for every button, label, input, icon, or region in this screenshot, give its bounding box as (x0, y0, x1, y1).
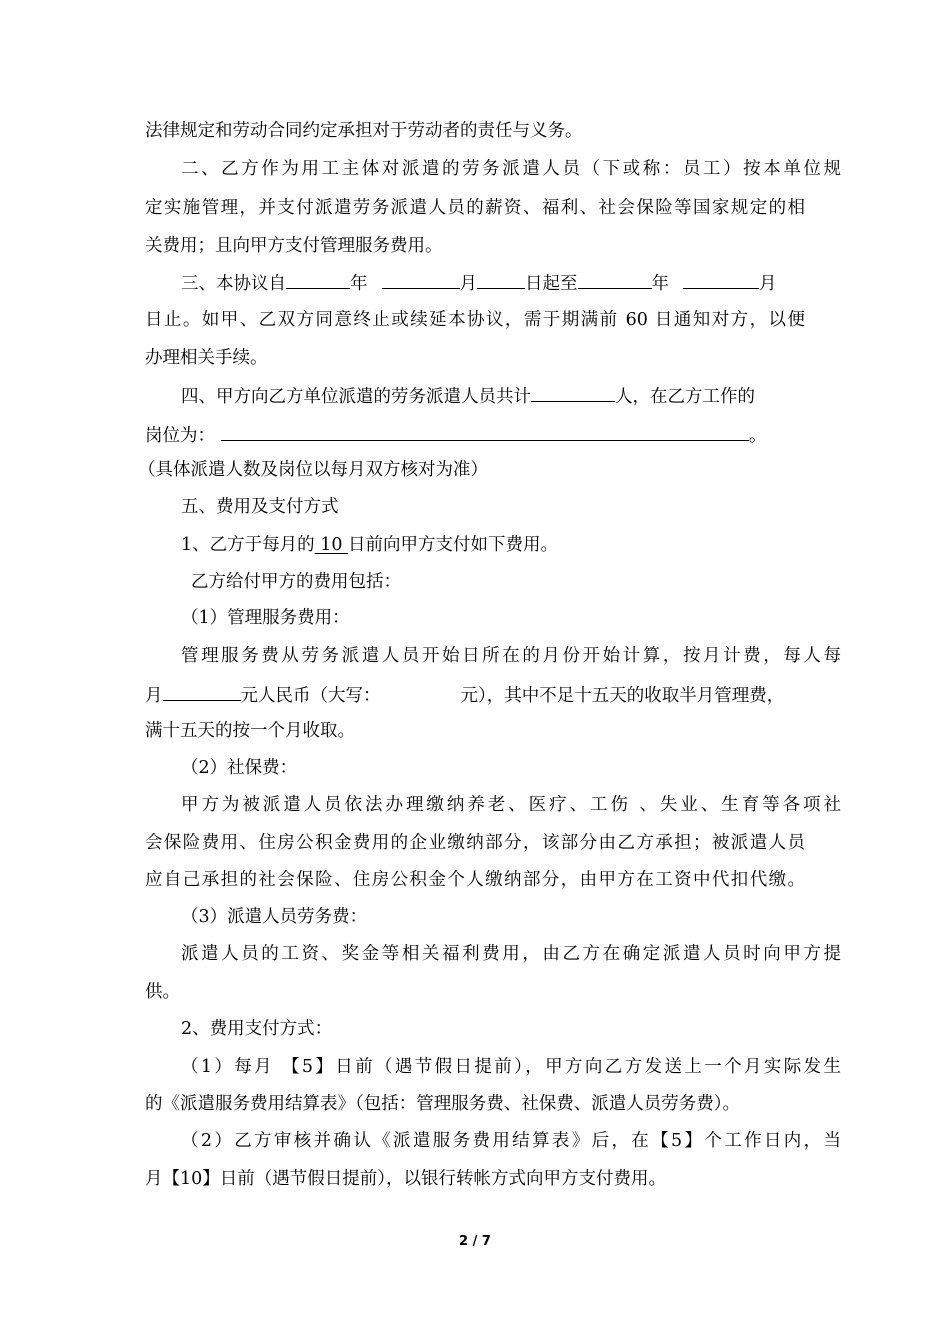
fill-in-blank (477, 270, 525, 289)
paragraph-line: 月【10】日前（遇节假日提前），以银行转帐方式向甲方支付费用。 (145, 1169, 667, 1189)
paragraph-line: 二、乙方作为用工主体对派遣的劳务派遣人员（下或称：员工）按本单位规 (181, 159, 841, 179)
paragraph-line: 法律规定和劳动合同约定承担对于劳动者的责任与义务。 (145, 121, 583, 141)
text-span: 月 (459, 274, 477, 294)
paragraph-line: （1）每月 【5】日前（遇节假日提前），甲方向乙方发送上一个月实际发生 (181, 1057, 841, 1077)
paragraph-line: 管理服务费从劳务派遣人员开始日所在的月份开始计算，按月计费，每人每 (181, 646, 841, 666)
fee-amount-line (145, 682, 805, 706)
fill-in-blank (683, 270, 759, 289)
paragraph-line: 日止。如甲、乙双方同意终止或续延本协议，需于期满前 60 日通知对方，以便 (145, 310, 805, 330)
paragraph-line: 供。 (145, 982, 180, 1002)
text-span: 1、乙方于每月的 (181, 535, 315, 555)
paragraph-line: 办理相关手续。 (145, 348, 268, 368)
fill-in-blank (163, 682, 241, 701)
text-span: 元人民币（大写： (240, 686, 381, 706)
text-span: 日起至 (525, 274, 578, 294)
subsection-title: （3）派遣人员劳务费： (181, 907, 368, 927)
paragraph-line: 的《派遣服务费用结算表》（包括：管理服务费、社保费、派遣人员劳务费）。 (145, 1094, 740, 1114)
text-span: 年 (350, 274, 368, 294)
headcount-line (145, 383, 841, 407)
text-span: 。 (749, 426, 767, 446)
fill-in-blank (382, 270, 460, 289)
subsection-title: （2）社保费： (181, 758, 298, 778)
position-line (145, 422, 805, 446)
subsection-title: 2、费用支付方式： (181, 1019, 333, 1039)
fill-in-blank (286, 270, 350, 289)
paragraph-line: 应自己承担的社会保险、住房公积金个人缴纳部分，由甲方在工资中代扣代缴。 (145, 870, 805, 890)
paragraph-line: 派遣人员的工资、奖金等相关福利费用，由乙方在确定派遣人员时向甲方提 (181, 944, 841, 964)
text-span: 岗位为： (145, 426, 215, 446)
section-heading: 五、费用及支付方式 (181, 497, 339, 517)
payment-due-line (145, 533, 841, 557)
payment-day: 10 (314, 535, 349, 555)
fill-in-blank (578, 270, 652, 289)
term-date-line (145, 270, 841, 294)
text-span: 年 (651, 274, 669, 294)
text-span: 日前向甲方支付如下费用。 (348, 535, 559, 555)
paragraph-line: 定实施管理，并支付派遣劳务派遣人员的薪资、福利、社会保险等国家规定的相 (145, 198, 805, 218)
note-line: （具体派遣人数及岗位以每月双方核对为准） (138, 460, 488, 480)
text-span: 人，在乙方工作的 (615, 387, 755, 407)
text-span: 四、甲方向乙方单位派遣的劳务派遣人员共计 (181, 387, 531, 407)
fill-in-blank (221, 422, 749, 441)
paragraph-line: 满十五天的按一个月收取。 (145, 721, 355, 741)
paragraph-line: （2）乙方审核并确认《派遣服务费用结算表》后，在【5】个工作日内，当 (181, 1131, 841, 1151)
page-number: 2 / 7 (459, 1234, 491, 1249)
paragraph-line: 关费用；且向甲方支付管理服务费用。 (145, 236, 443, 256)
paragraph-line: 乙方给付甲方的费用包括： (191, 572, 401, 592)
text-span: 月 (145, 686, 163, 706)
fill-in-blank (531, 383, 615, 402)
text-span: 月 (759, 274, 777, 294)
subsection-title: （1）管理服务费用： (181, 608, 350, 628)
paragraph-line: 甲方为被派遣人员依法办理缴纳养老、医疗、工伤 、失业、生育等各项社 (181, 795, 841, 815)
text-span: 元），其中不足十五天的收取半月管理费， (460, 686, 785, 706)
paragraph-line: 会保险费用、住房公积金费用的企业缴纳部分，该部分由乙方承担；被派遣人员 (145, 833, 805, 853)
text-span: 三、本协议自 (181, 274, 286, 294)
